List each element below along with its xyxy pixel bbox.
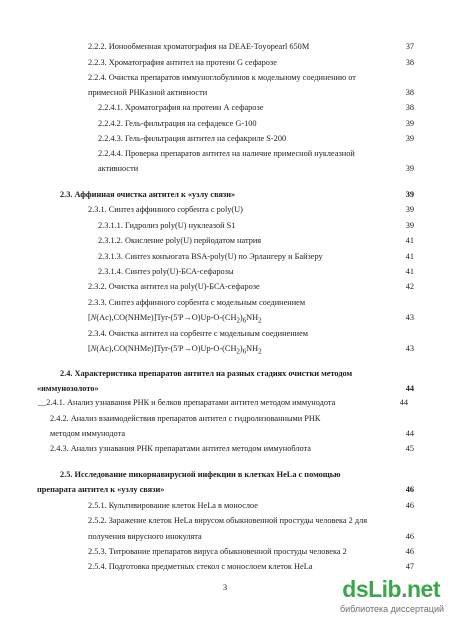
toc-entry-page: 37 <box>405 42 414 51</box>
toc-entry <box>0 203 450 217</box>
toc-entry <box>0 71 450 85</box>
toc-entry-page: 42 <box>405 282 414 291</box>
watermark-logo-dot: . <box>401 576 407 602</box>
toc-entry-text: 2.3.1.4. Синтез poly(U)-БСА-сефарозы <box>98 267 234 276</box>
toc-entry-page: 47 <box>405 562 414 571</box>
toc-entry-text: 2.3.1.1. Гидролиз poly(U) нуклеазой S1 <box>98 221 236 230</box>
toc-entry-text: 2.2.4. Очистка препаратов иммуноглобулинов к модельному соединению от <box>88 73 356 82</box>
toc-entry <box>0 514 450 528</box>
toc-entry-text: $[N(Ac),CO(NHMe)]Tyr-(5'P\to O)Up-O-(CH_2)_6NH_2$ <box>88 344 262 356</box>
toc-entry-page: 38 <box>405 103 414 112</box>
toc-entry-text: __2.4.1. Анализ узнавания РНК и белков препаратами антител методом иммунодота <box>38 398 336 407</box>
toc-entry <box>0 280 450 294</box>
watermark-logo <box>342 576 440 603</box>
watermark-subtitle: библиотека диссертаций <box>339 604 444 614</box>
page-number: 3 <box>222 582 228 592</box>
toc-entry-page: 41 <box>405 267 414 276</box>
toc-entry-page: 38 <box>405 88 414 97</box>
toc-entry-text: препарата антител к «узлу связи» <box>37 485 165 494</box>
toc-entry <box>0 442 450 456</box>
toc-entry-page: 39 <box>405 134 414 143</box>
toc-entry <box>0 147 450 161</box>
toc-entry-text: 2.5. Исследование пикорнавирусной инфекции в клетках HeLa с помощью <box>60 470 341 479</box>
toc-entry-text: 2.2.2. Ионообменная хроматография на DEAE-Toyopearl 650M <box>88 42 310 51</box>
toc-entry-page: 46 <box>405 485 414 494</box>
toc-entry-text: 2.5.2. Заражение клеток HeLa вирусом обыкновенной простуды человека 2 для <box>88 516 368 525</box>
toc-entry-text: 2.5.1. Культивирование клеток HeLa в монослое <box>88 501 258 510</box>
toc-entry <box>0 412 450 426</box>
toc-entry-page: 46 <box>405 532 414 541</box>
toc-entry <box>0 311 450 325</box>
toc-entry <box>0 234 450 248</box>
watermark-logo-tld: net <box>407 576 440 602</box>
toc-entry-page: 39 <box>405 119 414 128</box>
toc-entry-text: 2.3.1. Синтез аффинного сорбента с poly(U) <box>88 205 243 214</box>
watermark-logo-main: dsLib <box>342 576 402 602</box>
toc-entry-page: 44 <box>405 384 414 393</box>
toc-entry-text: 2.3.2. Очистка антител на poly(U)-БСА-сефарозе <box>88 282 260 291</box>
toc-entry <box>0 396 450 410</box>
toc-section-heading <box>0 468 450 482</box>
toc-entry-text: получения вирусного инокулята <box>88 532 202 541</box>
toc-entry-page: 45 <box>405 444 414 453</box>
toc-entry-page: 44 <box>399 398 408 407</box>
toc-entry <box>0 427 450 441</box>
toc-section-heading <box>0 382 450 396</box>
toc-entry-page: 39 <box>405 221 414 230</box>
toc-entry-text: 2.4.2. Анализ взаимодействия препаратов антител с гидролизованными РНК <box>50 414 321 423</box>
toc-entry-page: 39 <box>405 205 414 214</box>
toc-entry <box>0 86 450 100</box>
toc-entry-text: 2.5.3. Титрование препаратов вируса обыкновенной простуды человека 2 <box>88 547 347 556</box>
toc-entry-text: 2.3.1.3. Синтез конъюгата BSA-poly(U) по Эрлангеру и Байзеру <box>98 252 323 261</box>
toc-entry-text: 2.3.1.2. Окисление poly(U) перйодатом натрия <box>98 236 262 245</box>
toc-entry <box>0 117 450 131</box>
toc-entry-page: 38 <box>405 58 414 67</box>
toc-entry-text: активности <box>98 164 139 173</box>
toc-entry-page: 41 <box>405 236 414 245</box>
toc-entry-page: 41 <box>405 252 414 261</box>
toc-entry-text: 2.2.3. Хроматография антител на протеин G сефарозе <box>88 58 277 67</box>
toc-entry-text: 2.2.4.2. Гель-фильтрация на сефадексе G-100 <box>98 119 257 128</box>
toc-entry-text: 2.2.4.1. Хроматография на протеин А сефарозе <box>98 103 264 112</box>
toc-section-heading <box>0 483 450 497</box>
toc-entry <box>0 56 450 70</box>
toc-section-heading <box>0 188 450 202</box>
toc-entry <box>0 296 450 310</box>
toc-entry-page: 43 <box>405 313 414 322</box>
toc-entry-page: 46 <box>405 501 414 510</box>
toc-entry-page: 39 <box>405 164 414 173</box>
toc-entry <box>0 162 450 176</box>
toc-entry <box>0 265 450 279</box>
toc-entry <box>0 219 450 233</box>
toc-entry-text: «иммунозолото» <box>37 384 99 393</box>
toc-entry-page: 43 <box>405 344 414 353</box>
toc-entry-text: 2.2.4.4. Проверка препаратов антител на наличие примесной нуклеазной <box>98 149 355 158</box>
toc-entry-text: 2.4. Характеристика препаратов антител на разных стадиях очистки методом <box>60 369 353 378</box>
toc-entry <box>0 40 450 54</box>
toc-entry <box>0 250 450 264</box>
toc-entry-text: методом иммунодота <box>50 429 126 438</box>
toc-entry <box>0 327 450 341</box>
toc-entry-text: примесной РНКазной активности <box>88 88 208 97</box>
toc-entry-text: 2.2.4.3. Гель-фильтрация антител на сефакриле S-200 <box>98 134 287 143</box>
toc-entry <box>0 132 450 146</box>
toc-entry <box>0 545 450 559</box>
toc-entry-text: 2.3.4. Очистка антител на сорбенте с модельным соединением <box>88 329 309 338</box>
toc-entry-text: 2.4.3. Анализ узнавания РНК препаратами антител методом иммуноблота <box>50 444 311 453</box>
toc-entry-page: 44 <box>405 429 414 438</box>
toc-entry <box>0 101 450 115</box>
toc-entry-text: $[N(Ac),CO(NHMe)]Tyr-(5'P\to O)Up-O-(CH_2)_6NH_2$ <box>88 313 262 325</box>
toc-section-heading <box>0 367 450 381</box>
toc-entry-text: 2.3.3. Синтез аффинного сорбента с модельным соединением <box>88 298 306 307</box>
toc-entry-page: 46 <box>405 547 414 556</box>
toc-entry <box>0 530 450 544</box>
toc-entry-text: 2.3. Аффинная очистка антител к «узлу связи» <box>60 190 236 199</box>
toc-entry <box>0 560 450 574</box>
toc-entry-page: 39 <box>405 190 414 199</box>
toc-entry <box>0 499 450 513</box>
watermark <box>330 576 448 620</box>
toc-entry-text: 2.5.4. Подготовка предметных стекол с монослоем клеток HeLa <box>88 562 313 571</box>
toc-entry <box>0 342 450 356</box>
